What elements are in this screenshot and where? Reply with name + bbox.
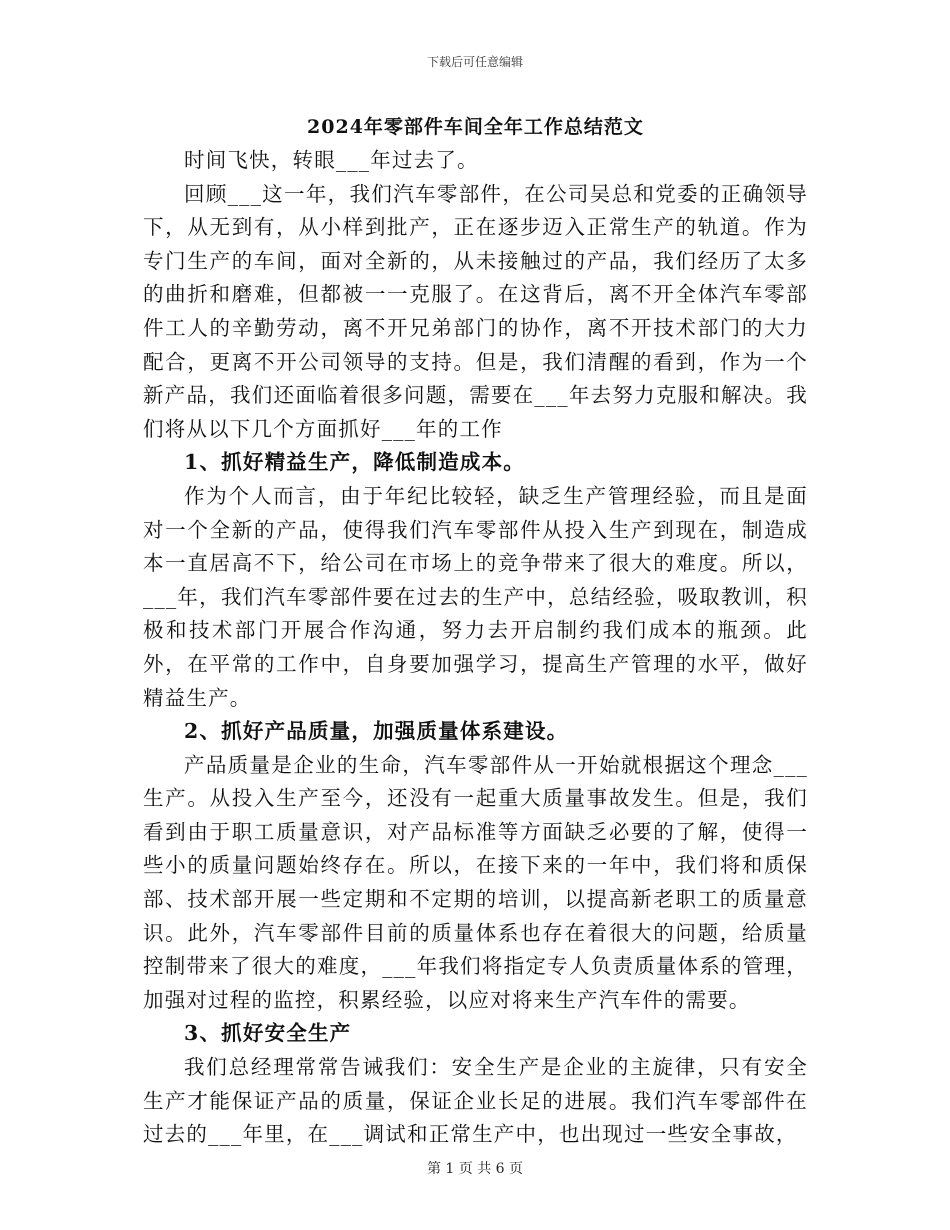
section-heading: 3、抓好安全生产 <box>184 1021 352 1046</box>
paragraph: 回顾___这一年，我们汽车零部件，在公司吴总和党委的正确领导下，从无到有，从小样到批产，正在逐步迈入正常生产的轨道。作为专门生产的车间，面对全新的，从未接触过的产品，我们经历了太多的曲折和磨难，但都被一一克服了。在这背后，离不开全体汽车零部件工人的辛勤劳动，离不开兄弟部门的协作，离不开技术部门的大力配合，更离不开公司领导的支持。但是，我们清醒的看到，作为一个新产品，我们还面临着很多问题，需要在___年去努力克服和解决。我们将从以下几个方面抓好___年的工作 <box>143 181 808 441</box>
paragraph: 我们总经理常常告诫我们：安全生产是企业的主旋律，只有安全生产才能保证产品的质量，保证企业长足的进展。我们汽车零部件在过去的___年里，在___调试和正常生产中，也出现过一些安全事故， <box>143 1055 808 1147</box>
paragraph: 时间飞快，转眼___年过去了。 <box>184 148 479 172</box>
section-heading: 2、抓好产品质量，加强质量体系建设。 <box>184 719 569 744</box>
page-header: 下载后可任意编辑 <box>426 55 523 69</box>
paragraph: 作为个人而言，由于年纪比较轻，缺乏生产管理经验，而且是面对一个全新的产品，使得我们汽车零部件从投入生产到现在，制造成本一直居高不下，给公司在市场上的竞争带来了很大的难度。所以，___年，我们汽车零部件要在过去的生产中，总结经验，吸取教训，积极和技术部门开展合作沟通，努力去开启制约我们成本的瓶颈。此外，在平常的工作中，自身要加强学习，提高生产管理的水平，做好精益生产。 <box>143 483 808 710</box>
document-body <box>143 112 808 1152</box>
document-title: 2024年零部件车间全年工作总结范文 <box>307 116 644 138</box>
page-footer: 第 1 页 共 6 页 <box>426 1161 524 1177</box>
paragraph: 产品质量是企业的生命，汽车零部件从一开始就根据这个理念___生产。从投入生产至今，还没有一起重大质量事故发生。但是，我们看到由于职工质量意识，对产品标准等方面缺乏必要的了解，使得一些小的质量问题始终存在。所以，在接下来的一年中，我们将和质保部、技术部开展一些定期和不定期的培训，以提高新老职工的质量意识。此外，汽车零部件目前的质量体系也存在着很大的问题，给质量控制带来了很大的难度，___年我们将指定专人负责质量体系的管理，加强对过程的监控，积累经验，以应对将来生产汽车件的需要。 <box>143 752 808 1012</box>
section-heading: 1、抓好精益生产，降低制造成本。 <box>184 450 525 475</box>
